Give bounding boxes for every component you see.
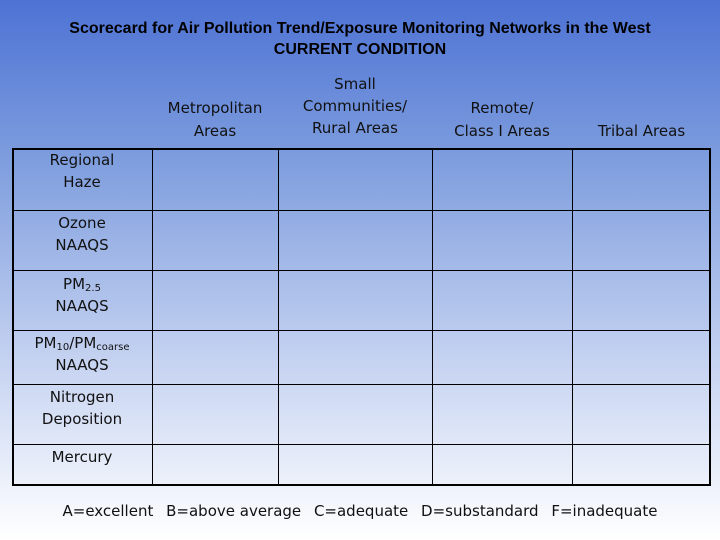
legend-b: B=above average [166, 502, 302, 520]
legend-d: D=substandard [421, 502, 539, 520]
column-header-tribal: Tribal Areas [597, 122, 686, 140]
column-header-remote-class-i: Remote/ Class I Areas [454, 99, 550, 140]
title-line-2: CURRENT CONDITION [273, 41, 447, 58]
row-header-ozone: Ozone NAAQS [55, 214, 109, 254]
column-header-small-communities: Small Communities/ Rural Areas [302, 75, 408, 137]
row-header-pm25: $PM_{2.5}$ NAAQS [55, 275, 109, 315]
scorecard-grid [12, 148, 711, 486]
title-line-1: Scorecard for Air Pollution Trend/Exposure Monitoring Networks in the West [69, 20, 651, 37]
legend-f: F=inadequate [551, 502, 658, 520]
row-header-regional-haze: Regional Haze [49, 151, 115, 191]
row-header-nitrogen-deposition: Nitrogen Deposition [41, 388, 123, 428]
column-header-metropolitan: Metropolitan Areas [167, 99, 263, 140]
legend-c: C=adequate [313, 502, 409, 520]
legend-a: A=excellent [62, 502, 154, 520]
row-header-mercury: Mercury [51, 448, 113, 466]
grade-legend [0, 500, 720, 522]
page-title [0, 18, 720, 60]
row-header-pm10-coarse: $PM_{10}/PM_{coarse}$ NAAQS [34, 334, 130, 374]
